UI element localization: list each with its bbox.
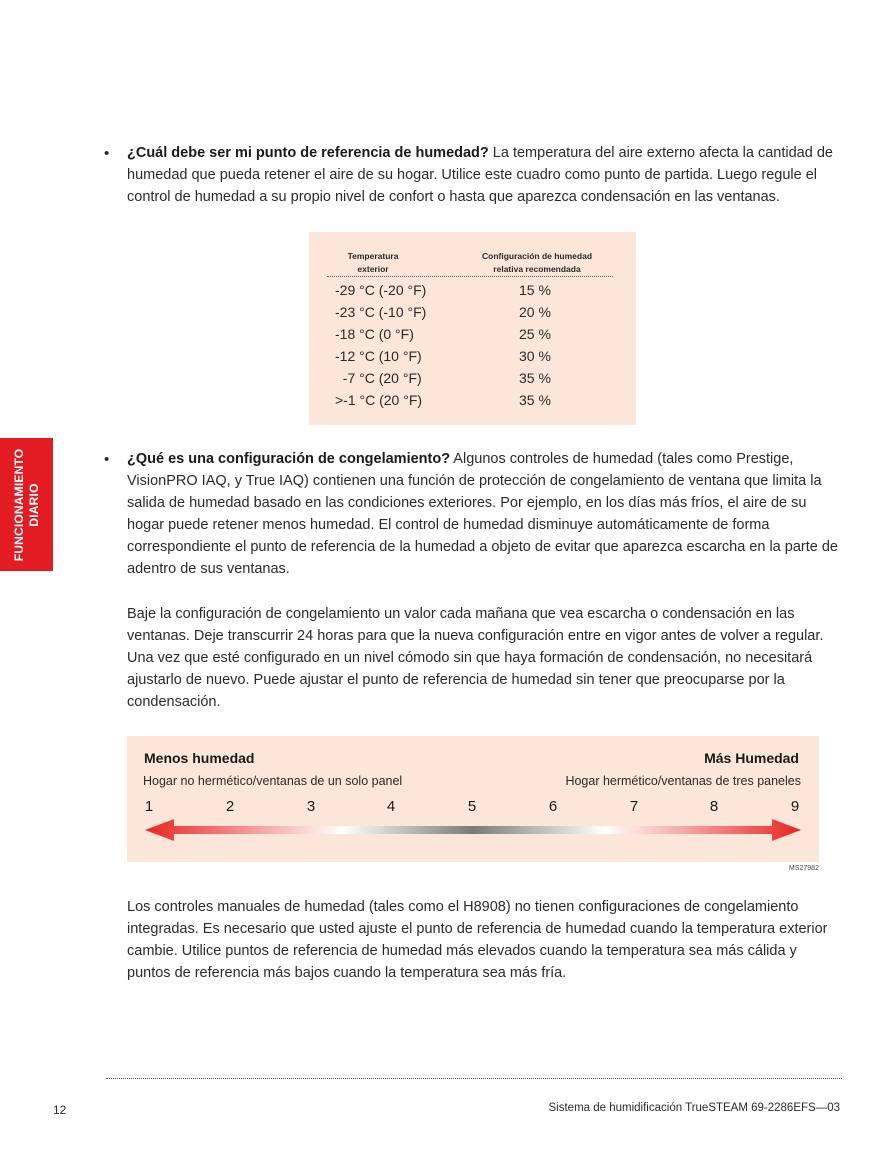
table-row-humidity: 35 % — [519, 370, 551, 386]
header-hum-line2: relativa recomendada — [493, 264, 581, 274]
footer-document-title: Sistema de humidificación TrueSTEAM 69-2286EFS—03 — [548, 1102, 840, 1114]
table-row-humidity: 25 % — [519, 326, 551, 342]
side-tab-line2: DIARIO — [26, 482, 41, 527]
bullet-1: • — [104, 145, 110, 162]
table-header-humidity — [470, 250, 604, 276]
header-temp-line2: exterior — [357, 264, 389, 274]
table-header-temperature — [330, 250, 416, 276]
double-arrow-icon — [145, 818, 801, 842]
header-temp-line1: Temperatura — [347, 251, 399, 261]
footer-divider — [106, 1078, 842, 1079]
scale-right-subtitle: Hogar hermético/ventanas de tres paneles — [565, 774, 801, 788]
header-hum-line1: Configuración de humedad — [481, 251, 593, 261]
side-tab-line1: FUNCIONAMIENTO — [11, 448, 26, 561]
table-row-temp: -12 °C (10 °F) — [335, 348, 422, 364]
scale-left-title: Menos humedad — [144, 750, 255, 766]
question-1-text: La temperatura del aire externo afecta la cantidad de humedad que pueda retener el aire de su hogar. Utilice este cuadro como punto de partida. Luego regule el control de humedad a su propio nivel de confort o hasta que aparezca condensación en las ventanas. — [127, 145, 833, 205]
scale-number-8: 8 — [709, 798, 719, 815]
table-row-humidity: 35 % — [519, 392, 551, 408]
question-2-heading: ¿Qué es una configuración de congelamiento? — [127, 451, 451, 467]
question-2-paragraph — [127, 448, 842, 580]
table-row-temp: -18 °C (0 °F) — [335, 326, 414, 342]
scale-number-4: 4 — [386, 798, 396, 815]
bullet-2: • — [104, 451, 110, 468]
table-row-temp: -23 °C (-10 °F) — [335, 304, 427, 320]
side-tab-label — [12, 448, 42, 561]
table-row-humidity: 30 % — [519, 348, 551, 364]
table-header-divider — [327, 276, 613, 277]
figure-code: MS27982 — [789, 865, 819, 872]
page-number: 12 — [53, 1103, 67, 1117]
question-1-heading: ¿Cuál debe ser mi punto de referencia de humedad? — [127, 145, 489, 161]
arrow-shape — [145, 819, 801, 841]
freeze-adjust-paragraph: Baje la configuración de congelamiento un valor cada mañana que vea escarcha o condensación en las ventanas. Deje transcurrir 24 horas para que la nueva configuración entre en vigor antes de volver a regular. Una vez que esté configurado en un nivel cómodo sin que haya formación de condensación, no necesitará ajustarlo de nuevo. Puede ajustar el punto de referencia de humedad sin tener que preocuparse por la condensación. — [127, 606, 824, 710]
table-row-humidity: 15 % — [519, 282, 551, 298]
scale-number-2: 2 — [225, 798, 235, 815]
scale-number-9: 9 — [790, 798, 800, 815]
manual-controls-paragraph: Los controles manuales de humedad (tales como el H8908) no tienen configuraciones de congelamiento integradas. Es necesario que usted ajuste el punto de referencia de humedad cuando la temperatura exterior cambie. Utilice puntos de referencia de humedad más elevados cuando la temperatura sea más cálida y puntos de referencia más bajos cuando la temperatura sea más fría. — [127, 899, 828, 981]
scale-number-6: 6 — [548, 798, 558, 815]
scale-number-3: 3 — [306, 798, 316, 815]
scale-left-subtitle: Hogar no hermético/ventanas de un solo panel — [143, 774, 403, 788]
table-row-temp: -29 °C (-20 °F) — [335, 282, 427, 298]
section-side-tab — [0, 438, 53, 571]
question-2-text: Algunos controles de humedad (tales como Prestige, VisionPRO IAQ, y True IAQ) contienen una función de protección de congelamiento de ventana que limita la salida de humedad basado en las condiciones exteriores. Por ejemplo, en los días más fríos, el aire de su hogar puede retener menos humedad. El control de humedad disminuye automáticamente de forma correspondiente el punto de referencia de la humedad a objeto de evitar que aparezca escarcha en la parte de adentro de sus ventanas. — [127, 451, 838, 577]
table-row-humidity: 20 % — [519, 304, 551, 320]
scale-number-5: 5 — [467, 798, 477, 815]
scale-right-title: Más Humedad — [704, 750, 799, 766]
scale-number-7: 7 — [629, 798, 639, 815]
scale-number-1: 1 — [144, 798, 154, 815]
question-1-paragraph — [127, 142, 842, 208]
table-row-temp: >-1 °C (20 °F) — [335, 392, 423, 408]
table-row-temp: -7 °C (20 °F) — [335, 370, 422, 386]
